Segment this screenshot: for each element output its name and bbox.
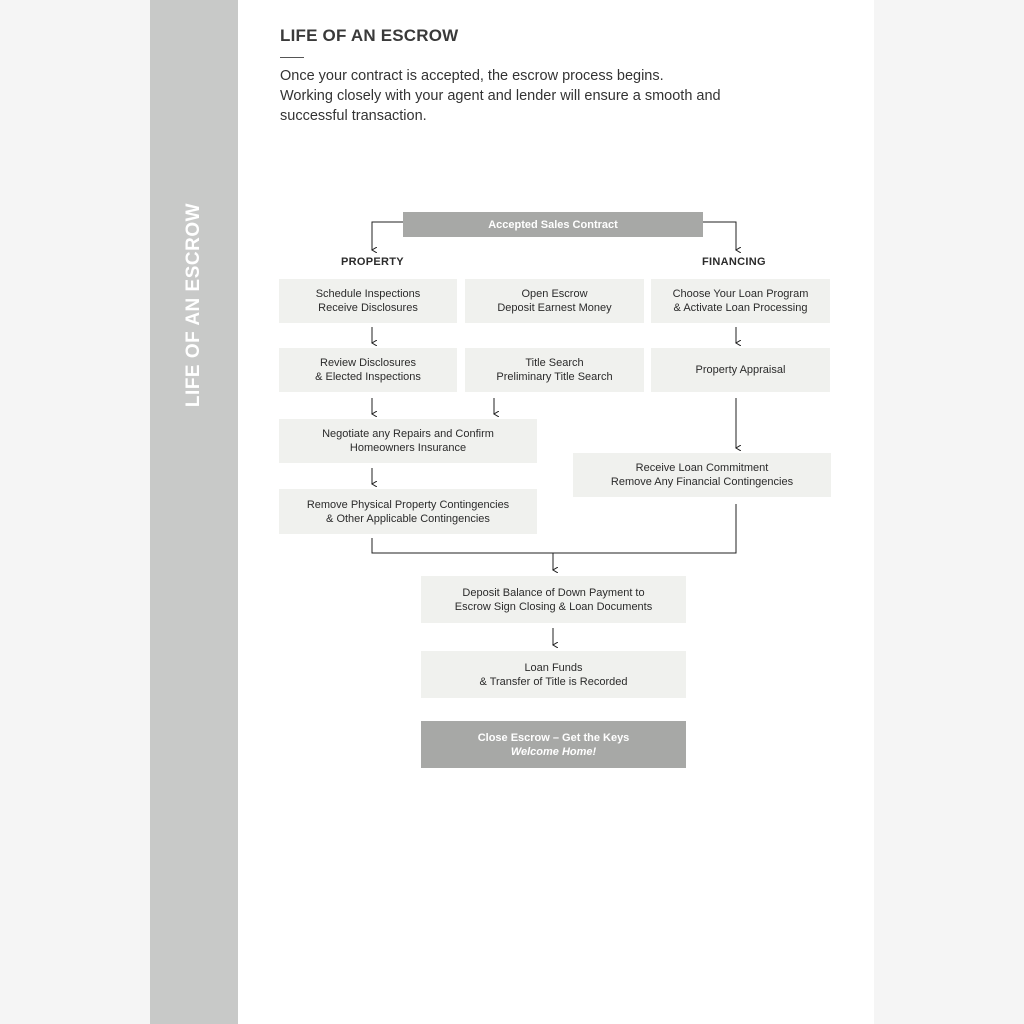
box-line: & Activate Loan Processing: [673, 302, 808, 314]
property-step-1: [279, 279, 457, 323]
start-label: Accepted Sales Contract: [488, 218, 618, 231]
start-box: [403, 212, 703, 237]
closing-step-2: [421, 651, 686, 698]
box-line: Loan Funds: [524, 661, 583, 674]
escrow-step-2: [465, 348, 644, 392]
box-line: Receive Disclosures: [318, 302, 418, 314]
box-line: & Transfer of Title is Recorded: [479, 675, 628, 688]
box-line: Schedule Inspections: [315, 288, 421, 300]
box-line: & Other Applicable Contingencies: [326, 512, 490, 525]
property-label: PROPERTY: [341, 256, 404, 268]
document-page: [150, 0, 874, 1024]
closing-step-1: [421, 576, 686, 623]
box-line: Property Appraisal: [695, 364, 786, 376]
financing-step-3: [573, 453, 831, 497]
box-line: Remove Physical Property Contingencies: [306, 498, 510, 511]
box-line: Escrow Sign Closing & Loan Documents: [454, 600, 653, 613]
box-line: Negotiate any Repairs and Confirm: [322, 428, 494, 440]
box-line: Review Disclosures: [320, 357, 416, 369]
welcome-line: Welcome Home!: [510, 745, 597, 758]
financing-step-2: [651, 348, 830, 392]
intro-line: Once your contract is accepted, the escrow process begins.: [280, 68, 664, 84]
escrow-step-1: [465, 279, 644, 323]
property-step-4: [279, 489, 537, 534]
box-line: Open Escrow: [521, 288, 588, 300]
final-box: [421, 721, 686, 768]
box-line: Remove Any Financial Contingencies: [610, 476, 794, 488]
property-step-3: [279, 419, 537, 463]
page-title: LIFE OF AN ESCROW: [280, 26, 459, 45]
property-step-2: [279, 348, 457, 392]
side-title: LIFE OF AN ESCROW: [183, 202, 204, 408]
box-line: Deposit Earnest Money: [497, 302, 612, 314]
financing-label: FINANCING: [702, 256, 766, 268]
financing-step-1: [651, 279, 830, 323]
intro-line: successful transaction.: [280, 108, 427, 124]
connector-start-financing: [703, 222, 736, 250]
box-line: & Elected Inspections: [315, 371, 421, 383]
box-line: Preliminary Title Search: [496, 371, 613, 383]
intro-line: Working closely with your agent and lender will ensure a smooth and: [280, 88, 721, 104]
box-line: Homeowners Insurance: [349, 442, 467, 454]
final-line: Close Escrow – Get the Keys: [477, 731, 630, 744]
box-line: Choose Your Loan Program: [672, 288, 809, 300]
box-line: Receive Loan Commitment: [635, 462, 769, 474]
box-line: Title Search: [525, 357, 584, 369]
box-line: Deposit Balance of Down Payment to: [462, 586, 645, 599]
connector-start-property: [372, 222, 403, 250]
